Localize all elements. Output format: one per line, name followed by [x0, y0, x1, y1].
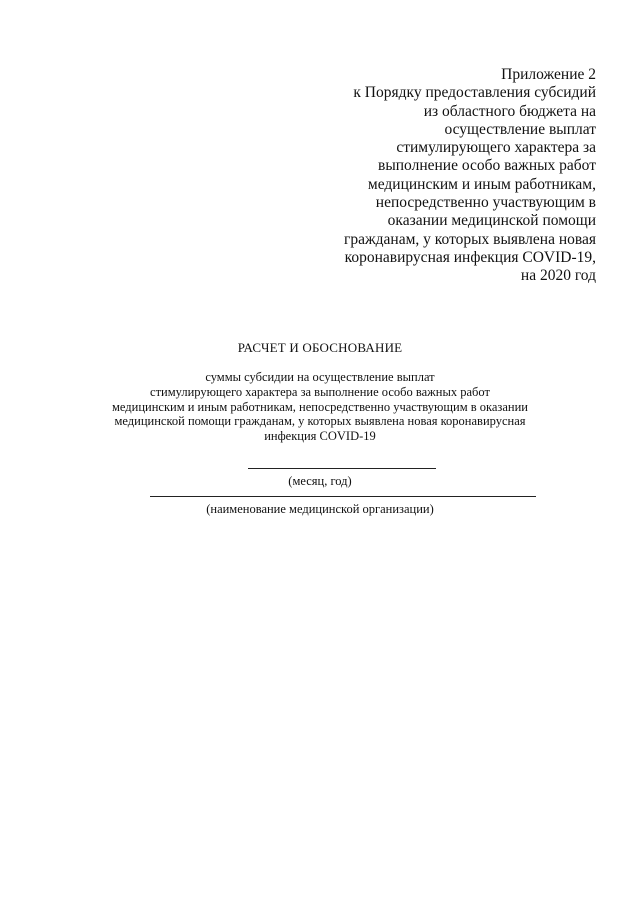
appendix-line: выполнение особо важных работ: [378, 157, 596, 175]
appendix-line: осуществление выплат: [444, 120, 596, 138]
appendix-line: непосредственно участвующим в: [375, 194, 596, 212]
appendix-line: из областного бюджета на: [423, 102, 596, 120]
subtitle-line: медицинским и иным работникам, непосредственно участвующим в оказании: [111, 399, 528, 414]
appendix-line: к Порядку предоставления субсидий: [353, 84, 596, 102]
month-year-fill-line: [248, 468, 436, 469]
document-title: РАСЧЕТ И ОБОСНОВАНИЕ: [237, 340, 403, 355]
subtitle-line: стимулирующего характера за выполнение особо важных работ: [150, 384, 490, 399]
appendix-line: коронавирусная инфекция COVID-19,: [344, 248, 596, 266]
document-subtitle: [0, 370, 640, 444]
subtitle-line: медицинской помощи гражданам, у которых выявлена новая коронавирусная: [114, 414, 526, 429]
appendix-line: медицинским и иным работникам,: [367, 175, 596, 193]
appendix-block: [296, 66, 596, 286]
appendix-line: Приложение 2: [501, 66, 596, 83]
subtitle-line: инфекция COVID-19: [264, 429, 376, 444]
appendix-line: на 2020 год: [520, 267, 596, 285]
subtitle-line: суммы субсидии на осуществление выплат: [205, 370, 435, 384]
organization-caption: (наименование медицинской организации): [206, 502, 434, 516]
organization-fill-line: [150, 496, 536, 497]
appendix-line: гражданам, у которых выявлена новая: [343, 230, 596, 248]
appendix-line: оказании медицинской помощи: [387, 212, 596, 230]
month-year-caption: (месяц, год): [288, 474, 352, 488]
appendix-line: стимулирующего характера за: [396, 139, 596, 157]
